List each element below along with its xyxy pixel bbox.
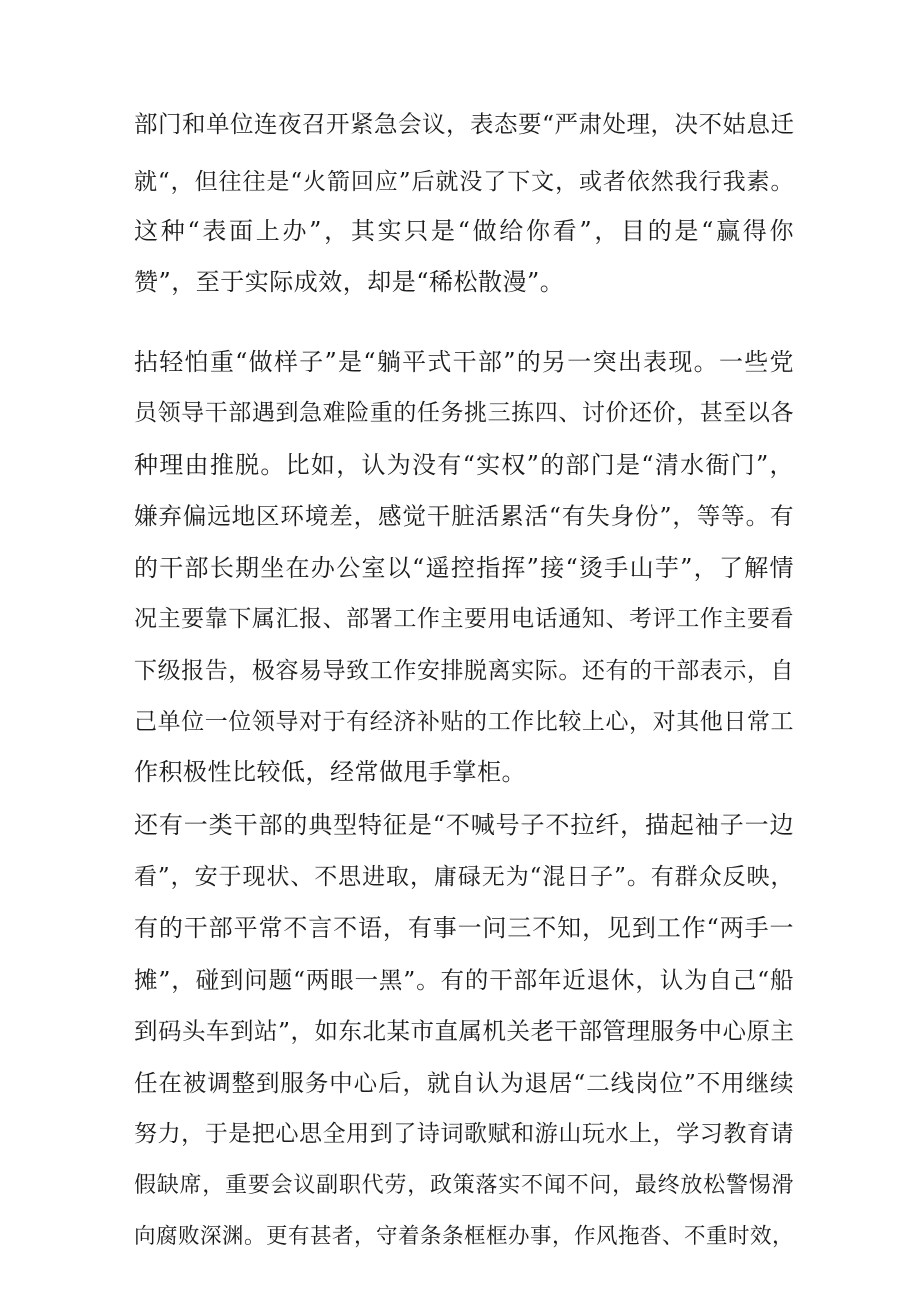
text-line: 种理由推脱。比如，认为没有“实权”的部门是“清水衙门”， [134,451,794,479]
text-line: 赞”，至于实际成效，却是“稀松散漫”。 [134,268,565,296]
text-line: 这种“表面上办”，其实只是“做给你看”，目的是“赢得你 [134,217,794,245]
text-line: 看”，安于现状、不思进取，庸碌无为“混日子”。有群众反映， [134,864,794,890]
text-line: 员领导干部遇到急难险重的任务挑三拣四、讨价还价，甚至以各 [134,400,794,426]
text-line: 还有一类干部的典型特征是“不喊号子不拉纤，描起袖子一边 [134,811,794,839]
text-line: 努力，于是把心思全用到了诗词歌赋和游山玩水上，学习教育请 [134,1121,794,1147]
text-line: 作积极性比较低，经常做甩手掌柜。 [134,758,526,786]
text-line: 下级报告，极容易导致工作安排脱离实际。还有的干部表示，自 [134,658,794,684]
text-line: 况主要靠下属汇报、部署工作主要用电话通知、考评工作主要看 [134,606,794,632]
text-line: 任在被调整到服务中心后，就自认为退居“二线岗位”不用继续 [134,1069,794,1097]
text-line: 的干部长期坐在办公室以“遥控指挥”接“烫手山芋”，了解情 [134,554,794,582]
text-line: 向腐败深渊。更有甚者，守着条条框框办事，作风拖沓、不重时效， [134,1224,795,1249]
text-line: 就“，但往往是“火箭回应”后就没了下文，或者依然我行我素。 [134,169,794,195]
text-line: 有的干部平常不言不语，有事一问三不知，见到工作“两手一 [134,914,794,942]
text-line: 己单位一位领导对于有经济补贴的工作比较上心，对其他日常工 [134,709,794,735]
text-line: 摊”，碰到问题“两眼一黑”。有的干部年近退休，认为自己“船 [134,966,794,994]
text-line: 到码头车到站”，如东北某市直属机关老干部管理服务中心原主 [134,1017,795,1045]
text-line: 假缺席，重要会议副职代劳，政策落实不闻不问，最终放松警惕滑 [134,1173,794,1198]
text-line: 部门和单位连夜召开紧急会议，表态要“严肃处理，决不姑息迁 [134,110,795,138]
text-line: 拈轻怕重“做样子”是“躺平式干部”的另一突出表现。一些党 [134,348,794,376]
text-line: 嫌弃偏远地区环境差，感觉干脏活累活“有失身份”，等等。有 [134,502,794,530]
